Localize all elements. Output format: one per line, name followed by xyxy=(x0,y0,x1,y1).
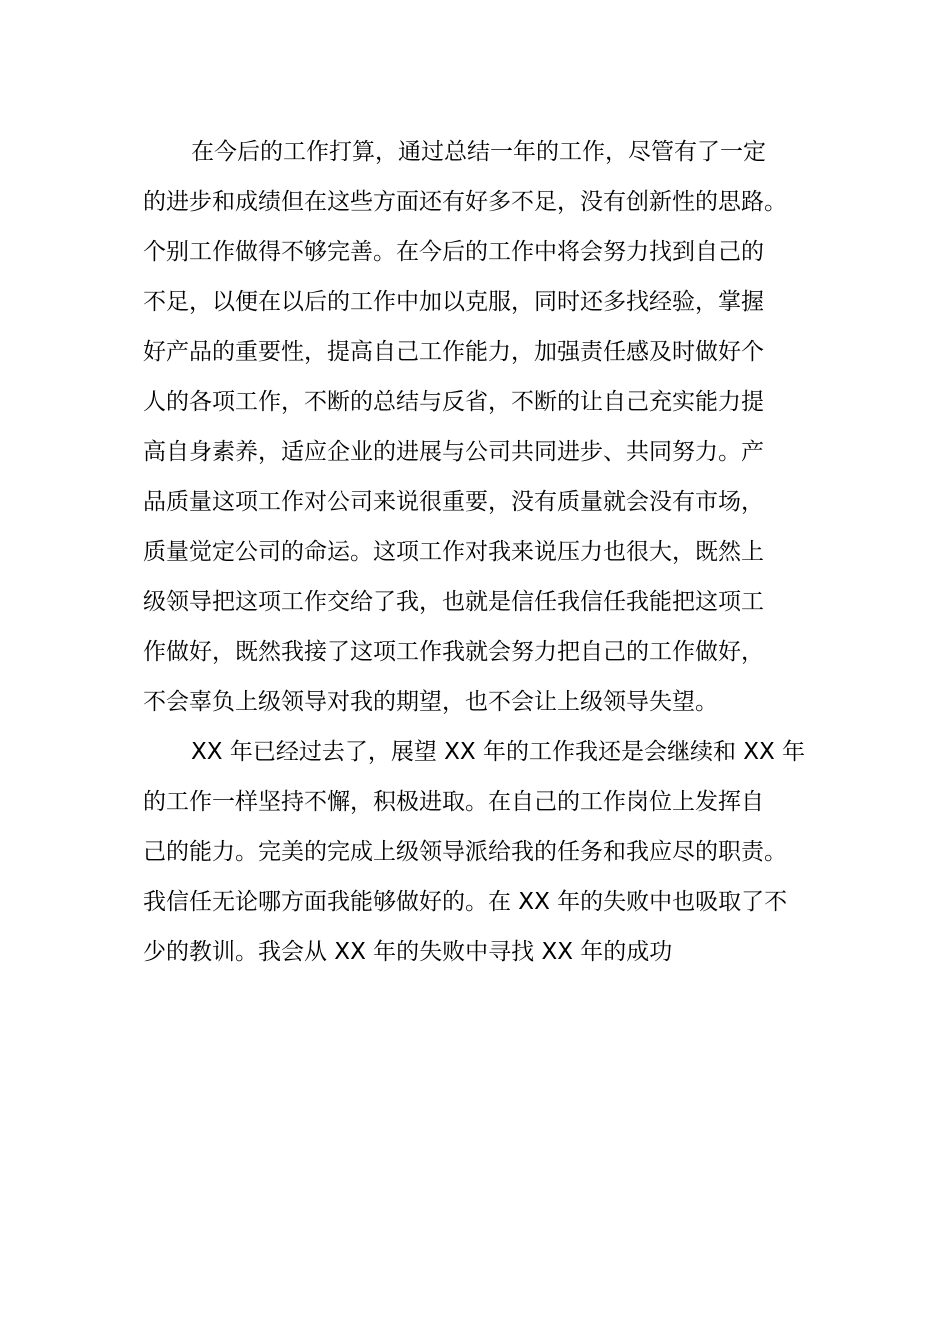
paragraph-line: 级领导把这项工作交给了我，也就是信任我信任我能把这项工 xyxy=(143,589,764,615)
paragraph-line: XX 年已经过去了，展望 XX 年的工作我还是会继续和 XX 年 xyxy=(191,739,806,765)
paragraph-line: 质量觉定公司的命运。这项工作对我来说压力也很大，既然上 xyxy=(143,539,764,565)
paragraph-line: 我信任无论哪方面我能够做好的。在 XX 年的失败中也吸取了不 xyxy=(143,889,788,915)
document-body xyxy=(143,127,823,977)
paragraph-line: 不足，以便在以后的工作中加以克服，同时还多找经验，掌握 xyxy=(143,289,764,315)
paragraph-1 xyxy=(143,127,823,727)
paragraph-line: 少的教训。我会从 XX 年的失败中寻找 XX 年的成功 xyxy=(143,939,673,965)
paragraph-line: 的进步和成绩但在这些方面还有好多不足，没有创新性的思路。 xyxy=(143,189,787,215)
paragraph-line: 的工作一样坚持不懈，积极进取。在自己的工作岗位上发挥自 xyxy=(143,789,764,815)
paragraph-line: 作做好，既然我接了这项工作我就会努力把自己的工作做好， xyxy=(143,639,764,665)
paragraph-line: 品质量这项工作对公司来说很重要，没有质量就会没有市场， xyxy=(143,489,764,515)
paragraph-line: 高自身素养，适应企业的进展与公司共同进步、共同努力。产 xyxy=(143,439,764,465)
paragraph-line: 己的能力。完美的完成上级领导派给我的任务和我应尽的职责。 xyxy=(143,839,787,865)
paragraph-line: 好产品的重要性，提高自己工作能力，加强责任感及时做好个 xyxy=(143,339,764,365)
paragraph-line: 不会辜负上级领导对我的期望，也不会让上级领导失望。 xyxy=(143,689,718,715)
paragraph-line: 人的各项工作，不断的总结与反省，不断的让自己充实能力提 xyxy=(143,389,764,415)
paragraph-line: 在今后的工作打算，通过总结一年的工作，尽管有了一定 xyxy=(191,139,766,165)
paragraph-2 xyxy=(143,727,823,977)
paragraph-line: 个别工作做得不够完善。在今后的工作中将会努力找到自己的 xyxy=(143,239,764,265)
